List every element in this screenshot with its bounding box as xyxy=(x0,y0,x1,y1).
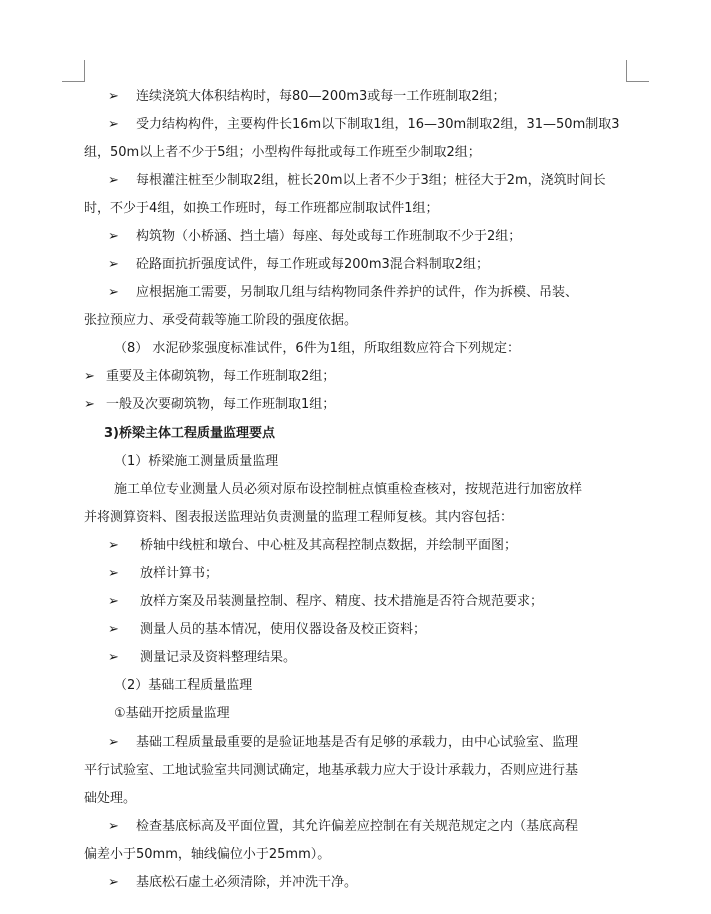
subsection-heading xyxy=(114,676,627,696)
bullet-arrow-icon: ➢ xyxy=(108,819,119,834)
line-text: 测量人员的基本情况，使用仪器设备及校正资料； xyxy=(140,622,427,637)
continuation-line xyxy=(84,789,627,809)
line-text: 偏差小于50mm，轴线偏位小于25mm）。 xyxy=(84,847,331,862)
line-text: 受力结构构件，主要构件长16m以下制取1组，16—30m制取2组，31—50m制取3 xyxy=(136,117,620,132)
bullet-line xyxy=(108,283,627,303)
bullet-line xyxy=(108,227,627,247)
bullet-line xyxy=(108,620,627,640)
line-text: （2）基础工程质量监理 xyxy=(114,678,253,693)
heading-text: 3)桥梁主体工程质量监理要点 xyxy=(104,426,275,441)
bullet-line xyxy=(84,395,627,415)
line-text: 并将测算资料、图表报送监理站负责测量的监理工程师复核。其内容包括： xyxy=(84,510,514,525)
paragraph-line xyxy=(114,480,627,500)
bullet-line xyxy=(108,564,627,584)
numbered-paragraph xyxy=(114,339,627,359)
line-text: 平行试验室、工地试验室共同测试确定，地基承载力应大于设计承载力，否则应进行基 xyxy=(84,763,579,778)
continuation-line xyxy=(84,199,627,219)
continuation-line xyxy=(84,508,627,528)
bullet-line xyxy=(108,592,627,612)
bullet-arrow-icon: ➢ xyxy=(108,566,119,581)
line-text: 砼路面抗折强度试件，每工作班或每200m3混合料制取2组； xyxy=(136,257,490,272)
bullet-arrow-icon: ➢ xyxy=(108,735,119,750)
line-text: 时，不少于4组，如换工作班时，每工作班都应制取试件1组； xyxy=(84,201,439,216)
line-text: 放样方案及吊装测量控制、程序、精度、技术措施是否符合规范要求； xyxy=(140,594,544,609)
bullet-line xyxy=(108,873,627,893)
subsection-heading xyxy=(114,452,627,472)
line-text: （1）桥梁施工测量质量监理 xyxy=(114,454,279,469)
crop-mark-top-left-horizontal xyxy=(62,81,85,82)
continuation-line xyxy=(84,143,627,163)
line-text: ①基础开挖质量监理 xyxy=(114,706,230,721)
line-text: （8） 水泥砂浆强度标准试件，6件为1组，所取组数应符合下列规定： xyxy=(114,341,520,356)
bullet-arrow-icon: ➢ xyxy=(108,173,119,188)
continuation-line xyxy=(84,845,627,865)
bullet-arrow-icon: ➢ xyxy=(108,594,119,609)
bullet-arrow-icon: ➢ xyxy=(108,285,119,300)
line-text: 施工单位专业测量人员必须对原布设控制桩点慎重检查核对，按规范进行加密放样 xyxy=(114,482,583,497)
line-text: 检查基底标高及平面位置，其允许偏差应控制在有关规范规定之内（基底高程 xyxy=(136,819,579,834)
bullet-line xyxy=(108,255,627,275)
line-text: 放样计算书； xyxy=(140,566,219,581)
crop-mark-top-left-vertical xyxy=(84,60,85,82)
bullet-line xyxy=(108,536,627,556)
crop-mark-top-right-vertical xyxy=(626,60,627,82)
line-text: 构筑物（小桥涵、挡土墙）每座、每处或每工作班制取不少于2组； xyxy=(136,229,522,244)
line-text: 张拉预应力、承受荷载等施工阶段的强度依据。 xyxy=(84,313,358,328)
line-text: 基础工程质量最重要的是验证地基是否有足够的承载力，由中心试验室、监理 xyxy=(136,735,579,750)
section-heading xyxy=(104,424,627,444)
bullet-line xyxy=(84,367,627,387)
bullet-arrow-icon: ➢ xyxy=(108,257,119,272)
line-text: 每根灌注桩至少制取2组，桩长20m以上者不少于3组；桩径大于2m，浇筑时间长 xyxy=(136,173,606,188)
bullet-line xyxy=(108,817,627,837)
line-text: 组，50m以上者不少于5组；小型构件每批或每工作班至少制取2组； xyxy=(84,145,481,160)
bullet-arrow-icon: ➢ xyxy=(84,397,95,412)
bullet-arrow-icon: ➢ xyxy=(108,89,119,104)
line-text: 一般及次要砌筑物，每工作班制取1组； xyxy=(106,397,336,412)
continuation-line xyxy=(84,761,627,781)
bullet-line xyxy=(108,733,627,753)
bullet-arrow-icon: ➢ xyxy=(108,622,119,637)
line-text: 桥轴中线桩和墩台、中心桩及其高程控制点数据，并绘制平面图； xyxy=(140,538,518,553)
bullet-line xyxy=(108,87,627,107)
bullet-arrow-icon: ➢ xyxy=(108,117,119,132)
bullet-arrow-icon: ➢ xyxy=(84,369,95,384)
line-text: 重要及主体砌筑物，每工作班制取2组； xyxy=(106,369,336,384)
continuation-line xyxy=(84,311,627,331)
bullet-line xyxy=(108,648,627,668)
line-text: 连续浇筑大体积结构时，每80—200m3或每一工作班制取2组； xyxy=(136,89,506,104)
bullet-line xyxy=(108,171,627,191)
line-text: 应根据施工需要，另制取几组与结构物同条件养护的试件，作为拆模、吊装、 xyxy=(136,285,579,300)
line-text: 测量记录及资料整理结果。 xyxy=(140,650,297,665)
bullet-arrow-icon: ➢ xyxy=(108,875,119,890)
bullet-arrow-icon: ➢ xyxy=(108,538,119,553)
line-text: 础处理。 xyxy=(84,791,137,806)
subsection-heading xyxy=(114,704,627,724)
bullet-line xyxy=(108,115,627,135)
crop-mark-top-right-horizontal xyxy=(626,81,649,82)
line-text: 基底松石虚土必须清除，并冲洗干净。 xyxy=(136,875,358,890)
bullet-arrow-icon: ➢ xyxy=(108,229,119,244)
bullet-arrow-icon: ➢ xyxy=(108,650,119,665)
